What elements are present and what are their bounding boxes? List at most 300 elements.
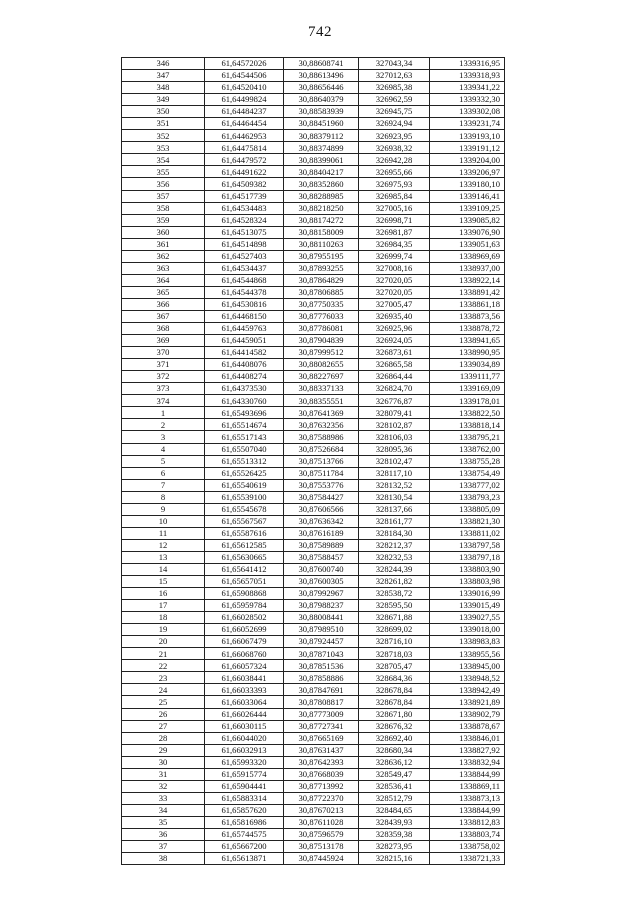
longitude-cell: 30,87722370 [284, 792, 359, 804]
x-coordinate-cell: 328538,72 [359, 588, 430, 600]
longitude-cell: 30,88288985 [284, 190, 359, 202]
latitude-cell: 61,66052699 [205, 624, 284, 636]
x-coordinate-cell: 326873,61 [359, 347, 430, 359]
longitude-cell: 30,88613496 [284, 70, 359, 82]
x-coordinate-cell: 328680,34 [359, 744, 430, 756]
latitude-cell: 61,64414582 [205, 347, 284, 359]
latitude-cell: 61,65857620 [205, 804, 284, 816]
point-number-cell: 19 [122, 624, 205, 636]
table-row [122, 226, 505, 238]
latitude-cell: 61,64408076 [205, 359, 284, 371]
x-coordinate-cell: 327043,34 [359, 58, 430, 70]
table-row [122, 551, 505, 563]
latitude-cell: 61,64373530 [205, 383, 284, 395]
longitude-cell: 30,87713992 [284, 780, 359, 792]
y-coordinate-cell: 1338922,14 [430, 274, 505, 286]
longitude-cell: 30,87445924 [284, 853, 359, 865]
y-coordinate-cell: 1338777,02 [430, 479, 505, 491]
longitude-cell: 30,87611028 [284, 816, 359, 828]
longitude-cell: 30,87786081 [284, 323, 359, 335]
latitude-cell: 61,64520410 [205, 82, 284, 94]
longitude-cell: 30,87642393 [284, 756, 359, 768]
point-number-cell: 368 [122, 323, 205, 335]
table-row [122, 347, 505, 359]
x-coordinate-cell: 327005,47 [359, 298, 430, 310]
table-row [122, 286, 505, 298]
x-coordinate-cell: 326938,32 [359, 142, 430, 154]
table-row [122, 684, 505, 696]
table-row [122, 58, 505, 70]
x-coordinate-cell: 328536,41 [359, 780, 430, 792]
point-number-cell: 370 [122, 347, 205, 359]
table-row [122, 298, 505, 310]
latitude-cell: 61,64459763 [205, 323, 284, 335]
longitude-cell: 30,87806885 [284, 286, 359, 298]
point-number-cell: 4 [122, 443, 205, 455]
x-coordinate-cell: 328705,47 [359, 660, 430, 672]
x-coordinate-cell: 328439,93 [359, 816, 430, 828]
point-number-cell: 18 [122, 612, 205, 624]
table-row [122, 539, 505, 551]
longitude-cell: 30,87727341 [284, 720, 359, 732]
longitude-cell: 30,88174272 [284, 214, 359, 226]
latitude-cell: 61,65513312 [205, 455, 284, 467]
latitude-cell: 61,64517739 [205, 190, 284, 202]
x-coordinate-cell: 328117,10 [359, 467, 430, 479]
longitude-cell: 30,87858886 [284, 672, 359, 684]
y-coordinate-cell: 1339231,74 [430, 118, 505, 130]
y-coordinate-cell: 1338844,99 [430, 768, 505, 780]
table-row [122, 467, 505, 479]
point-number-cell: 35 [122, 816, 205, 828]
latitude-cell: 61,65613871 [205, 853, 284, 865]
latitude-cell: 61,66032913 [205, 744, 284, 756]
point-number-cell: 374 [122, 395, 205, 407]
point-number-cell: 346 [122, 58, 205, 70]
x-coordinate-cell: 326981,87 [359, 226, 430, 238]
x-coordinate-cell: 328232,53 [359, 551, 430, 563]
longitude-cell: 30,87864829 [284, 274, 359, 286]
table-row [122, 816, 505, 828]
point-number-cell: 358 [122, 202, 205, 214]
longitude-cell: 30,88008441 [284, 612, 359, 624]
x-coordinate-cell: 328079,41 [359, 407, 430, 419]
x-coordinate-cell: 328102,87 [359, 419, 430, 431]
x-coordinate-cell: 328595,50 [359, 600, 430, 612]
x-coordinate-cell: 328184,30 [359, 527, 430, 539]
latitude-cell: 61,66033064 [205, 696, 284, 708]
longitude-cell: 30,87871043 [284, 648, 359, 660]
longitude-cell: 30,88583939 [284, 106, 359, 118]
point-number-cell: 364 [122, 274, 205, 286]
x-coordinate-cell: 328137,66 [359, 503, 430, 515]
x-coordinate-cell: 328699,02 [359, 624, 430, 636]
point-number-cell: 8 [122, 491, 205, 503]
table-row [122, 443, 505, 455]
y-coordinate-cell: 1338969,69 [430, 250, 505, 262]
y-coordinate-cell: 1338755,28 [430, 455, 505, 467]
x-coordinate-cell: 326864,44 [359, 371, 430, 383]
longitude-cell: 30,88110263 [284, 238, 359, 250]
x-coordinate-cell: 328161,77 [359, 515, 430, 527]
y-coordinate-cell: 1338878,67 [430, 720, 505, 732]
latitude-cell: 61,64572026 [205, 58, 284, 70]
table-row [122, 624, 505, 636]
table-row [122, 395, 505, 407]
latitude-cell: 61,65657051 [205, 576, 284, 588]
y-coordinate-cell: 1338891,42 [430, 286, 505, 298]
latitude-cell: 61,64534483 [205, 202, 284, 214]
y-coordinate-cell: 1339318,93 [430, 70, 505, 82]
table-row [122, 515, 505, 527]
table-row [122, 527, 505, 539]
latitude-cell: 61,65612585 [205, 539, 284, 551]
y-coordinate-cell: 1338803,90 [430, 563, 505, 575]
table-row [122, 94, 505, 106]
x-coordinate-cell: 327008,16 [359, 262, 430, 274]
latitude-cell: 61,66038441 [205, 672, 284, 684]
x-coordinate-cell: 326865,58 [359, 359, 430, 371]
table-row [122, 118, 505, 130]
x-coordinate-cell: 326984,35 [359, 238, 430, 250]
longitude-cell: 30,87893255 [284, 262, 359, 274]
x-coordinate-cell: 328484,65 [359, 804, 430, 816]
y-coordinate-cell: 1338797,58 [430, 539, 505, 551]
y-coordinate-cell: 1339180,10 [430, 178, 505, 190]
y-coordinate-cell: 1339316,95 [430, 58, 505, 70]
x-coordinate-cell: 326824,70 [359, 383, 430, 395]
point-number-cell: 6 [122, 467, 205, 479]
latitude-cell: 61,64534437 [205, 262, 284, 274]
x-coordinate-cell: 327012,63 [359, 70, 430, 82]
y-coordinate-cell: 1338948,52 [430, 672, 505, 684]
longitude-cell: 30,87596579 [284, 829, 359, 841]
y-coordinate-cell: 1339204,00 [430, 154, 505, 166]
point-number-cell: 347 [122, 70, 205, 82]
latitude-cell: 61,65526425 [205, 467, 284, 479]
point-number-cell: 357 [122, 190, 205, 202]
table-row [122, 335, 505, 347]
point-number-cell: 367 [122, 310, 205, 322]
latitude-cell: 61,65567567 [205, 515, 284, 527]
x-coordinate-cell: 328215,16 [359, 853, 430, 865]
x-coordinate-cell: 328095,36 [359, 443, 430, 455]
longitude-cell: 30,88227697 [284, 371, 359, 383]
longitude-cell: 30,87641369 [284, 407, 359, 419]
longitude-cell: 30,88337133 [284, 383, 359, 395]
table-row [122, 792, 505, 804]
table-row [122, 804, 505, 816]
longitude-cell: 30,88451960 [284, 118, 359, 130]
latitude-cell: 61,65517143 [205, 431, 284, 443]
latitude-cell: 61,64544506 [205, 70, 284, 82]
longitude-cell: 30,88404217 [284, 166, 359, 178]
latitude-cell: 61,65540619 [205, 479, 284, 491]
y-coordinate-cell: 1339034,89 [430, 359, 505, 371]
longitude-cell: 30,88379112 [284, 130, 359, 142]
y-coordinate-cell: 1339332,30 [430, 94, 505, 106]
y-coordinate-cell: 1338827,92 [430, 744, 505, 756]
table-row [122, 154, 505, 166]
point-number-cell: 36 [122, 829, 205, 841]
table-row [122, 600, 505, 612]
longitude-cell: 30,87636342 [284, 515, 359, 527]
y-coordinate-cell: 1338878,72 [430, 323, 505, 335]
x-coordinate-cell: 328549,47 [359, 768, 430, 780]
y-coordinate-cell: 1338869,11 [430, 780, 505, 792]
x-coordinate-cell: 326942,28 [359, 154, 430, 166]
longitude-cell: 30,87589889 [284, 539, 359, 551]
y-coordinate-cell: 1338955,56 [430, 648, 505, 660]
table-row [122, 190, 505, 202]
x-coordinate-cell: 328132,52 [359, 479, 430, 491]
longitude-cell: 30,87665169 [284, 732, 359, 744]
latitude-cell: 61,64468150 [205, 310, 284, 322]
table-row [122, 371, 505, 383]
y-coordinate-cell: 1338795,21 [430, 431, 505, 443]
y-coordinate-cell: 1338818,14 [430, 419, 505, 431]
y-coordinate-cell: 1338811,02 [430, 527, 505, 539]
point-number-cell: 363 [122, 262, 205, 274]
point-number-cell: 15 [122, 576, 205, 588]
latitude-cell: 61,65545678 [205, 503, 284, 515]
point-number-cell: 3 [122, 431, 205, 443]
longitude-cell: 30,87513766 [284, 455, 359, 467]
table-row [122, 636, 505, 648]
latitude-cell: 61,66067479 [205, 636, 284, 648]
point-number-cell: 23 [122, 672, 205, 684]
y-coordinate-cell: 1338921,89 [430, 696, 505, 708]
latitude-cell: 61,65507040 [205, 443, 284, 455]
longitude-cell: 30,87750335 [284, 298, 359, 310]
x-coordinate-cell: 326945,75 [359, 106, 430, 118]
point-number-cell: 24 [122, 684, 205, 696]
point-number-cell: 26 [122, 708, 205, 720]
longitude-cell: 30,88640379 [284, 94, 359, 106]
point-number-cell: 25 [122, 696, 205, 708]
latitude-cell: 61,66026444 [205, 708, 284, 720]
point-number-cell: 1 [122, 407, 205, 419]
longitude-cell: 30,88158009 [284, 226, 359, 238]
point-number-cell: 362 [122, 250, 205, 262]
latitude-cell: 61,65816986 [205, 816, 284, 828]
table-row [122, 178, 505, 190]
y-coordinate-cell: 1338803,98 [430, 576, 505, 588]
longitude-cell: 30,87668039 [284, 768, 359, 780]
latitude-cell: 61,65539100 [205, 491, 284, 503]
point-number-cell: 369 [122, 335, 205, 347]
point-number-cell: 356 [122, 178, 205, 190]
x-coordinate-cell: 326925,96 [359, 323, 430, 335]
latitude-cell: 61,64464454 [205, 118, 284, 130]
y-coordinate-cell: 1338812,83 [430, 816, 505, 828]
table-row [122, 696, 505, 708]
latitude-cell: 61,66030115 [205, 720, 284, 732]
latitude-cell: 61,66044020 [205, 732, 284, 744]
coordinates-table-body [122, 58, 505, 865]
x-coordinate-cell: 326935,40 [359, 310, 430, 322]
y-coordinate-cell: 1338902,79 [430, 708, 505, 720]
point-number-cell: 17 [122, 600, 205, 612]
table-row [122, 166, 505, 178]
longitude-cell: 30,87616189 [284, 527, 359, 539]
x-coordinate-cell: 328244,39 [359, 563, 430, 575]
latitude-cell: 61,65630665 [205, 551, 284, 563]
table-row [122, 768, 505, 780]
x-coordinate-cell: 326985,38 [359, 82, 430, 94]
latitude-cell: 61,65915774 [205, 768, 284, 780]
longitude-cell: 30,87600305 [284, 576, 359, 588]
y-coordinate-cell: 1338758,02 [430, 841, 505, 853]
x-coordinate-cell: 328359,38 [359, 829, 430, 841]
y-coordinate-cell: 1339169,09 [430, 383, 505, 395]
x-coordinate-cell: 327005,16 [359, 202, 430, 214]
table-row [122, 455, 505, 467]
x-coordinate-cell: 326999,74 [359, 250, 430, 262]
y-coordinate-cell: 1339178,01 [430, 395, 505, 407]
x-coordinate-cell: 328678,84 [359, 684, 430, 696]
y-coordinate-cell: 1339146,41 [430, 190, 505, 202]
y-coordinate-cell: 1338832,94 [430, 756, 505, 768]
point-number-cell: 29 [122, 744, 205, 756]
latitude-cell: 61,64509382 [205, 178, 284, 190]
point-number-cell: 354 [122, 154, 205, 166]
x-coordinate-cell: 328684,36 [359, 672, 430, 684]
table-row [122, 82, 505, 94]
y-coordinate-cell: 1338762,00 [430, 443, 505, 455]
x-coordinate-cell: 326975,93 [359, 178, 430, 190]
latitude-cell: 61,64479572 [205, 154, 284, 166]
table-row [122, 853, 505, 865]
table-row [122, 588, 505, 600]
x-coordinate-cell: 328130,54 [359, 491, 430, 503]
x-coordinate-cell: 328102,47 [359, 455, 430, 467]
table-row [122, 274, 505, 286]
y-coordinate-cell: 1338721,33 [430, 853, 505, 865]
point-number-cell: 21 [122, 648, 205, 660]
latitude-cell: 61,64462953 [205, 130, 284, 142]
latitude-cell: 61,66057324 [205, 660, 284, 672]
longitude-cell: 30,88399061 [284, 154, 359, 166]
x-coordinate-cell: 328692,40 [359, 732, 430, 744]
longitude-cell: 30,87631437 [284, 744, 359, 756]
longitude-cell: 30,87851536 [284, 660, 359, 672]
longitude-cell: 30,87632356 [284, 419, 359, 431]
table-row [122, 250, 505, 262]
table-row [122, 407, 505, 419]
latitude-cell: 61,66068760 [205, 648, 284, 660]
longitude-cell: 30,87904839 [284, 335, 359, 347]
point-number-cell: 32 [122, 780, 205, 792]
y-coordinate-cell: 1338942,49 [430, 684, 505, 696]
point-number-cell: 27 [122, 720, 205, 732]
point-number-cell: 361 [122, 238, 205, 250]
longitude-cell: 30,87773009 [284, 708, 359, 720]
longitude-cell: 30,87584427 [284, 491, 359, 503]
x-coordinate-cell: 326998,71 [359, 214, 430, 226]
point-number-cell: 34 [122, 804, 205, 816]
x-coordinate-cell: 328671,80 [359, 708, 430, 720]
point-number-cell: 14 [122, 563, 205, 575]
latitude-cell: 61,64544378 [205, 286, 284, 298]
y-coordinate-cell: 1338937,00 [430, 262, 505, 274]
latitude-cell: 61,65493696 [205, 407, 284, 419]
longitude-cell: 30,87776033 [284, 310, 359, 322]
latitude-cell: 61,64484237 [205, 106, 284, 118]
point-number-cell: 33 [122, 792, 205, 804]
point-number-cell: 350 [122, 106, 205, 118]
y-coordinate-cell: 1338990,95 [430, 347, 505, 359]
table-row [122, 841, 505, 853]
y-coordinate-cell: 1338941,65 [430, 335, 505, 347]
latitude-cell: 61,65993320 [205, 756, 284, 768]
latitude-cell: 61,64544868 [205, 274, 284, 286]
point-number-cell: 9 [122, 503, 205, 515]
point-number-cell: 10 [122, 515, 205, 527]
x-coordinate-cell: 328106,03 [359, 431, 430, 443]
x-coordinate-cell: 328636,12 [359, 756, 430, 768]
point-number-cell: 353 [122, 142, 205, 154]
point-number-cell: 31 [122, 768, 205, 780]
point-number-cell: 13 [122, 551, 205, 563]
point-number-cell: 22 [122, 660, 205, 672]
x-coordinate-cell: 326985,84 [359, 190, 430, 202]
longitude-cell: 30,87847691 [284, 684, 359, 696]
longitude-cell: 30,87670213 [284, 804, 359, 816]
longitude-cell: 30,87988237 [284, 600, 359, 612]
point-number-cell: 373 [122, 383, 205, 395]
y-coordinate-cell: 1338873,13 [430, 792, 505, 804]
point-number-cell: 348 [122, 82, 205, 94]
latitude-cell: 61,65883314 [205, 792, 284, 804]
longitude-cell: 30,88355551 [284, 395, 359, 407]
table-row [122, 756, 505, 768]
longitude-cell: 30,87553776 [284, 479, 359, 491]
x-coordinate-cell: 326924,05 [359, 335, 430, 347]
longitude-cell: 30,87924457 [284, 636, 359, 648]
y-coordinate-cell: 1338861,18 [430, 298, 505, 310]
table-row [122, 503, 505, 515]
y-coordinate-cell: 1338983,83 [430, 636, 505, 648]
x-coordinate-cell: 326962,59 [359, 94, 430, 106]
y-coordinate-cell: 1338821,30 [430, 515, 505, 527]
y-coordinate-cell: 1339085,82 [430, 214, 505, 226]
latitude-cell: 61,64530816 [205, 298, 284, 310]
longitude-cell: 30,87511784 [284, 467, 359, 479]
latitude-cell: 61,64459051 [205, 335, 284, 347]
point-number-cell: 38 [122, 853, 205, 865]
point-number-cell: 28 [122, 732, 205, 744]
table-row [122, 576, 505, 588]
y-coordinate-cell: 1338754,49 [430, 467, 505, 479]
y-coordinate-cell: 1339302,08 [430, 106, 505, 118]
point-number-cell: 16 [122, 588, 205, 600]
table-row [122, 419, 505, 431]
point-number-cell: 7 [122, 479, 205, 491]
latitude-cell: 61,64499824 [205, 94, 284, 106]
table-row [122, 238, 505, 250]
longitude-cell: 30,88656446 [284, 82, 359, 94]
point-number-cell: 359 [122, 214, 205, 226]
latitude-cell: 61,65667200 [205, 841, 284, 853]
y-coordinate-cell: 1339193,10 [430, 130, 505, 142]
longitude-cell: 30,87606566 [284, 503, 359, 515]
y-coordinate-cell: 1339111,77 [430, 371, 505, 383]
point-number-cell: 20 [122, 636, 205, 648]
latitude-cell: 61,64330760 [205, 395, 284, 407]
x-coordinate-cell: 326776,87 [359, 395, 430, 407]
longitude-cell: 30,87808817 [284, 696, 359, 708]
